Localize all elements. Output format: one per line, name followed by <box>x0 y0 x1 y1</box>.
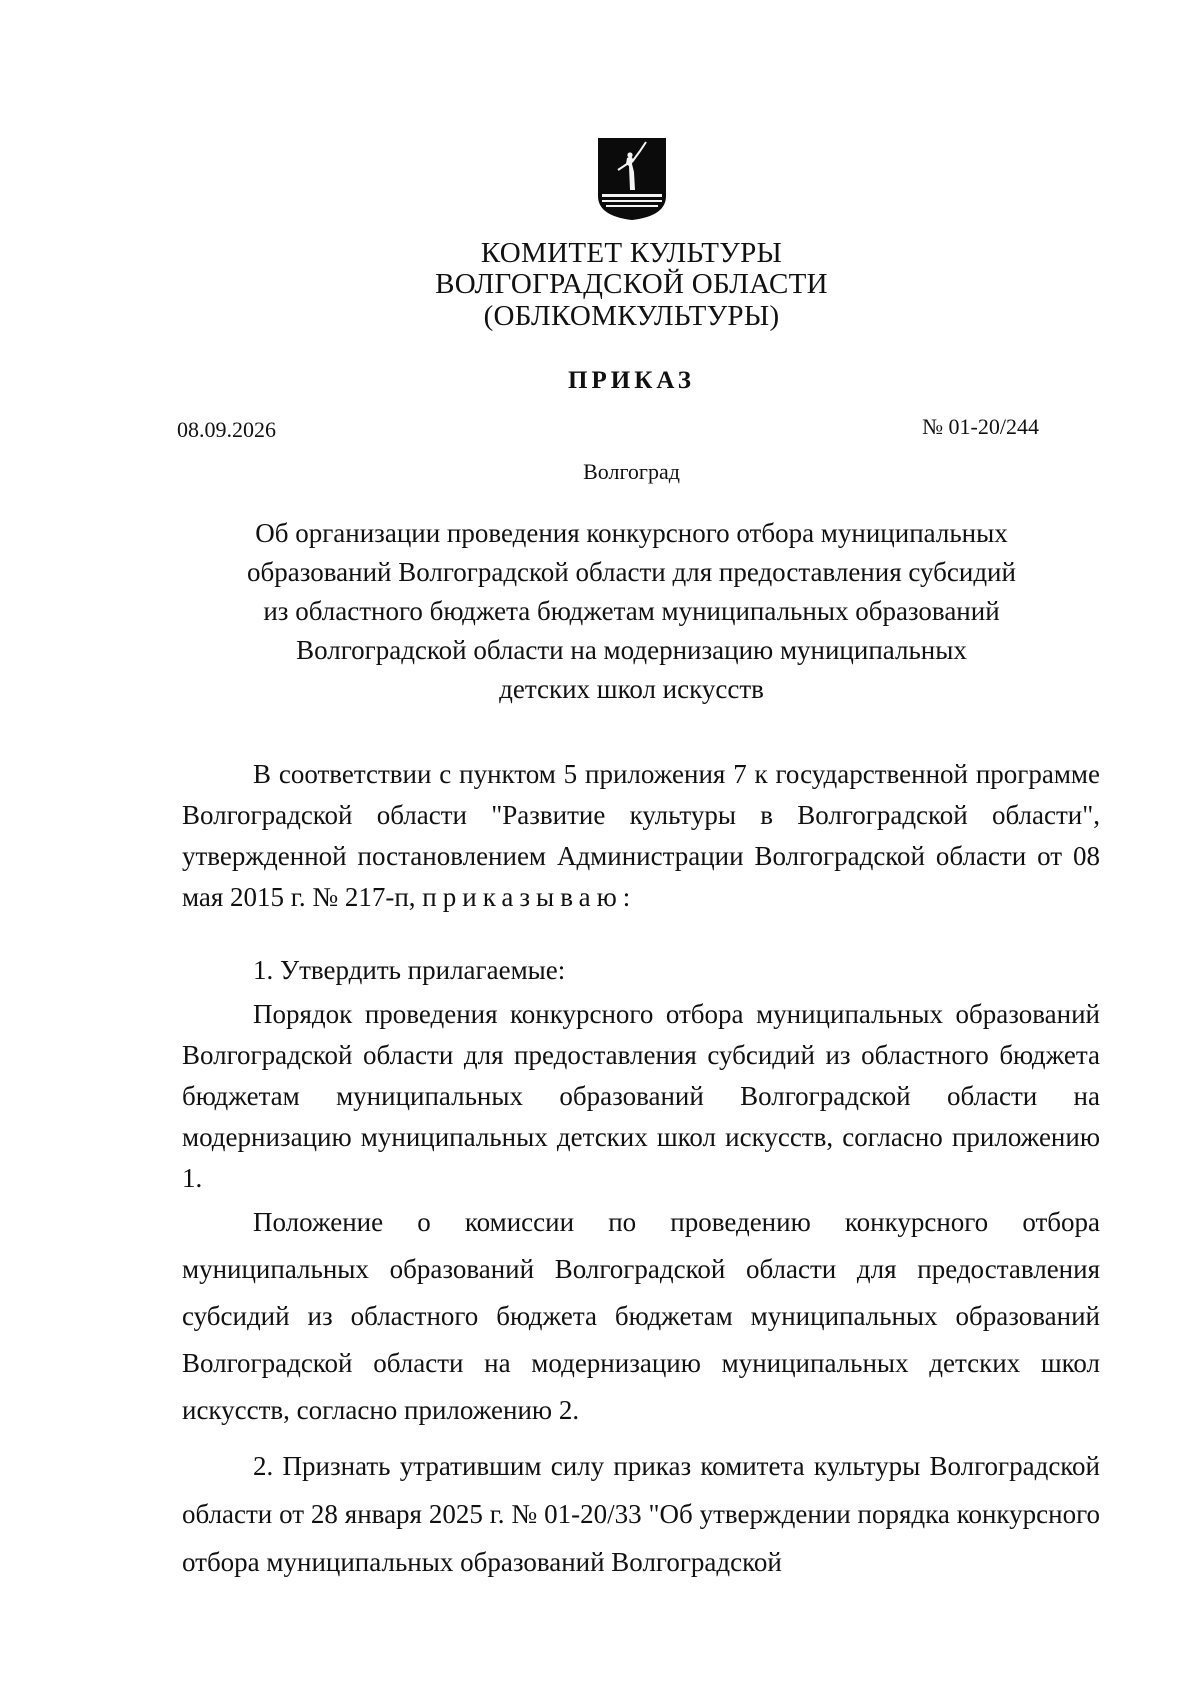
document-type-title: ПРИКАЗ <box>568 367 695 394</box>
preamble-text: В соответствии с пунктом 5 приложения 7 к государственной программе Волгоградской области "Развитие культуры в Волгоградской области", утвержденной постановлением Администрации Волгоградской области от 08 мая 2015 г. № 217-п, <box>182 759 1100 912</box>
item-2-paragraph: 2. Признать утратившим силу приказ комитета культуры Волгоградской области от 28 января 2025 г. № 01-20/33 "Об утверждении порядка конкурсного отбора муниципальных образований Волгоградской <box>182 1451 1100 1577</box>
subject-line: образований Волгоградской области для предоставления субсидий <box>247 557 1016 587</box>
subject-line: детских школ искусств <box>499 674 764 704</box>
order-date: 08.09.2026 <box>177 417 276 442</box>
subject-line: Волгоградской области на модернизацию муниципальных <box>296 635 967 665</box>
order-number: № 01-20/244 <box>922 414 1039 439</box>
subject-line: Об организации проведения конкурсного отбора муниципальных <box>255 518 1008 548</box>
org-name-line-1: КОМИТЕТ КУЛЬТУРЫ <box>480 237 783 269</box>
org-name-line-2: ВОЛГОГРАДСКОЙ ОБЛАСТИ <box>435 268 828 300</box>
item-1-regulation-paragraph: Положение о комиссии по проведению конкурсного отбора муниципальных образований Волгоградской области для предоставления субсидий из областного бюджета бюджетам муниципальных образований Волгоградской области на модернизацию муниципальных детских школ искусств, согласно приложению 2. <box>182 1207 1100 1425</box>
volgograd-coat-of-arms-icon <box>596 136 668 222</box>
preamble-paragraph <box>182 754 1100 918</box>
subject-line: из областного бюджета бюджетам муниципальных образований <box>263 596 1000 626</box>
item-1-procedure-paragraph: Порядок проведения конкурсного отбора муниципальных образований Волгоградской области для предоставления субсидий из областного бюджета бюджетам муниципальных образований Волгоградской области на модернизацию муниципальных детских школ искусств, согласно приложению 1. <box>182 999 1100 1193</box>
item-1-heading: 1. Утвердить прилагаемые: <box>253 955 566 985</box>
order-city: Волгоград <box>583 459 680 484</box>
order-word: приказываю: <box>422 882 637 912</box>
order-subject <box>0 514 1200 709</box>
org-name-line-3: (ОБЛКОМКУЛЬТУРЫ) <box>483 300 780 332</box>
